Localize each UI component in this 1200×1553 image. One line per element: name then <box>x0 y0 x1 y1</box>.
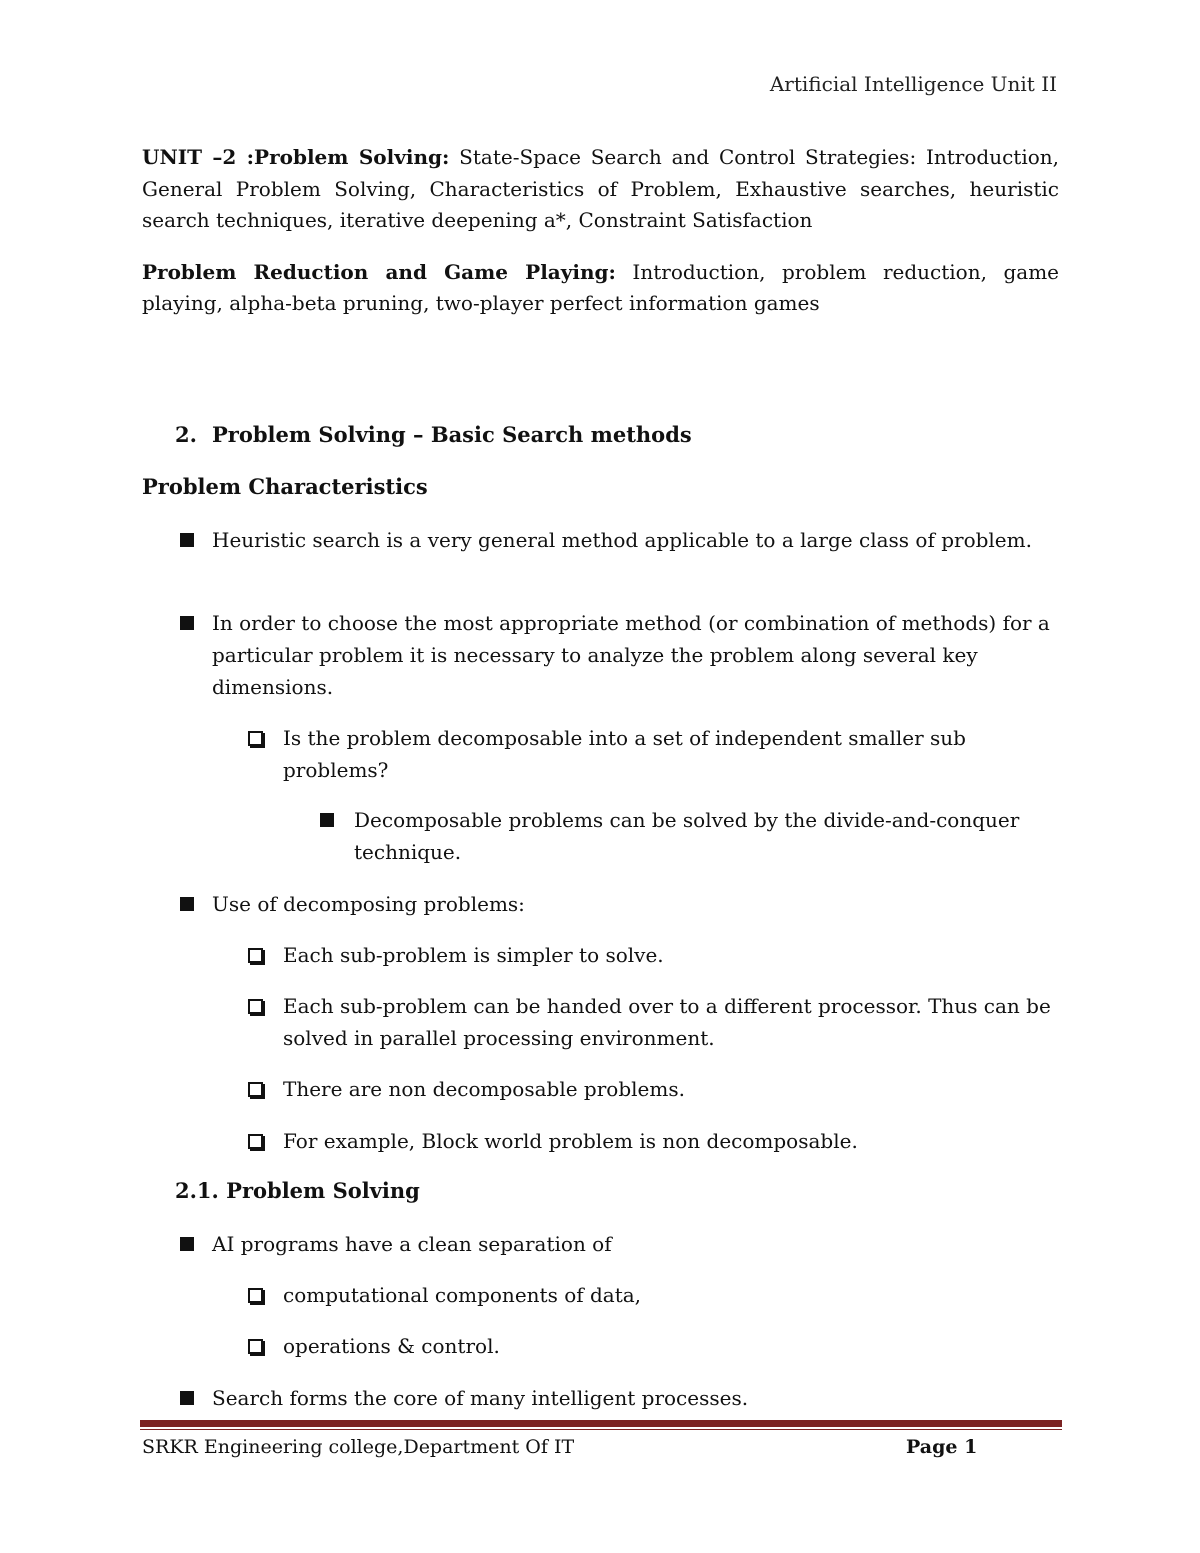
hollow-square-bullet-icon <box>248 1082 263 1097</box>
hollow-square-bullet-icon <box>248 1339 263 1354</box>
list-item: operations & control. <box>248 1330 1060 1362</box>
unit-topics: State-Space Search and Control Strategies: Introduction, General Problem Solving, Characteristics of Problem, Exhaustive searches, heuristic search techniques, iterative deepening a*, Constraint Satisfaction <box>142 145 1059 232</box>
footer-page-number: Page 1 <box>906 1436 978 1458</box>
list-item: Each sub-problem can be handed over to a different processor. Thus can be solved in parallel processing environment. <box>248 990 1060 1054</box>
filled-square-bullet-icon <box>180 616 194 630</box>
filled-square-bullet-icon <box>320 813 334 827</box>
reduction-topics: Introduction, problem reduction, game playing, alpha-beta pruning, two-player perfect information games <box>142 259 1060 315</box>
list-item: computational components of data, <box>248 1279 1060 1311</box>
hollow-square-bullet-icon <box>248 999 263 1014</box>
filled-square-bullet-icon <box>180 897 194 911</box>
list-item: Search forms the core of many intelligent processes. <box>180 1382 1060 1414</box>
problem-solving-heading: 2.1. Problem Solving <box>175 1178 420 1203</box>
list-item: Each sub-problem is simpler to solve. <box>248 939 1060 971</box>
footer-divider <box>140 1420 1062 1427</box>
list-item: In order to choose the most appropriate method (or combination of methods) for a particular problem it is necessary to analyze the problem along several key dimensions. <box>180 607 1060 703</box>
problem-characteristics-heading: Problem Characteristics <box>142 474 428 499</box>
footer-institution: SRKR Engineering college,Department Of IT <box>142 1436 575 1458</box>
list-item: Decomposable problems can be solved by the divide-and-conquer technique. <box>320 804 1060 868</box>
hollow-square-bullet-icon <box>248 1288 263 1303</box>
reduction-syllabus <box>142 257 1059 320</box>
footer-divider-thin <box>140 1429 1062 1430</box>
hollow-square-bullet-icon <box>248 1134 263 1149</box>
section-heading <box>175 422 692 447</box>
list-item: Use of decomposing problems: <box>180 888 1060 920</box>
section-title-text: Problem Solving – Basic Search methods <box>212 422 692 447</box>
hollow-square-bullet-icon <box>248 948 263 963</box>
list-item: Heuristic search is a very general method applicable to a large class of problem. <box>180 524 1060 556</box>
list-item: Is the problem decomposable into a set of independent smaller sub problems? <box>248 722 1060 786</box>
hollow-square-bullet-icon <box>248 731 263 746</box>
filled-square-bullet-icon <box>180 1391 194 1405</box>
unit-syllabus <box>142 142 1059 237</box>
unit-overview <box>142 142 1059 320</box>
reduction-label: Problem Reduction and Game Playing: <box>142 259 616 284</box>
running-header: Artificial Intelligence Unit II <box>769 72 1057 96</box>
filled-square-bullet-icon <box>180 1237 194 1251</box>
unit-label: UNIT –2 :Problem Solving: <box>142 145 450 169</box>
section-number: 2. <box>175 422 197 447</box>
filled-square-bullet-icon <box>180 533 194 547</box>
list-item: There are non decomposable problems. <box>248 1073 1060 1105</box>
list-item: AI programs have a clean separation of <box>180 1228 1060 1260</box>
list-item: For example, Block world problem is non decomposable. <box>248 1125 1060 1157</box>
